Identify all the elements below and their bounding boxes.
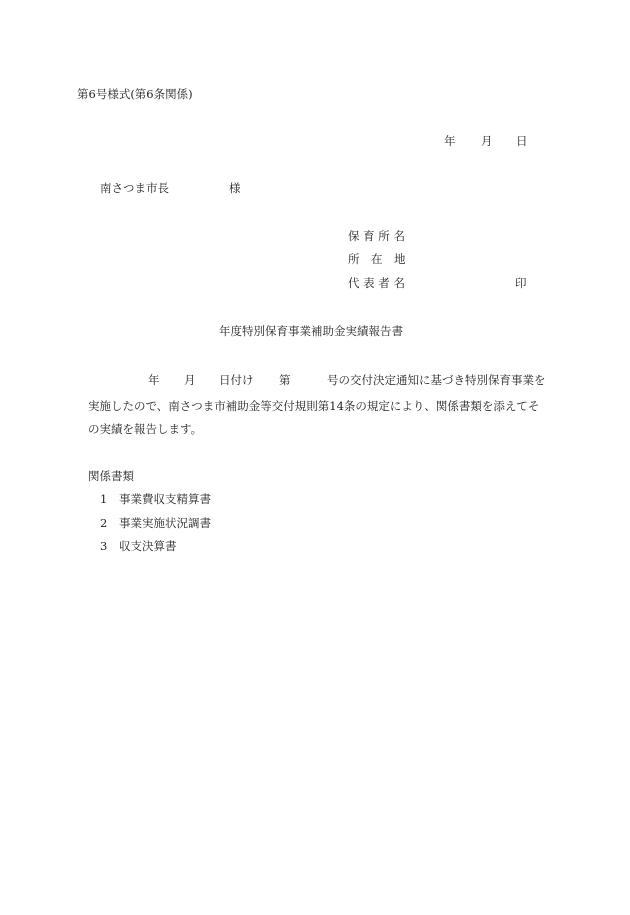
attachment-label: 収支決算書 bbox=[119, 539, 177, 553]
date-year-label: 年 bbox=[444, 134, 456, 148]
attachment-label: 事業費収支精算書 bbox=[119, 492, 211, 506]
attachment-number: 2 bbox=[100, 516, 108, 530]
attachments-heading: 関係書類 bbox=[88, 469, 134, 483]
attachment-number: 1 bbox=[100, 492, 108, 506]
document-title: 年度特別保育事業補助金実績報告書 bbox=[219, 324, 403, 338]
body-month: 月 bbox=[184, 373, 196, 387]
form-number: 第6号様式(第6条関係) bbox=[77, 87, 193, 101]
date-month-label: 月 bbox=[481, 134, 493, 148]
facility-name-label: 保 育 所 名 bbox=[348, 229, 405, 243]
body-year: 年 bbox=[148, 373, 160, 387]
body-line1-text: 号の交付決定通知に基づき特別保育事業を bbox=[327, 373, 546, 387]
attachment-number: 3 bbox=[100, 539, 108, 553]
body-line2: 実施したので、南さつま市補助金等交付規則第14条の規定により、関係書類を添えてそ bbox=[88, 399, 540, 413]
addressee-honorific: 様 bbox=[229, 181, 241, 195]
body-number-prefix: 第 bbox=[279, 373, 291, 387]
date-day-label: 日 bbox=[516, 134, 528, 148]
addressee-name: 南さつま市長 bbox=[100, 181, 169, 195]
location-label: 所 在 地 bbox=[348, 252, 406, 266]
body-day-dated: 日付け bbox=[219, 373, 254, 387]
attachment-label: 事業実施状況調書 bbox=[119, 516, 211, 530]
representative-label: 代 表 者 名 bbox=[348, 276, 405, 290]
seal-mark: 印 bbox=[515, 276, 527, 290]
body-line3: の実績を報告します。 bbox=[88, 422, 203, 436]
